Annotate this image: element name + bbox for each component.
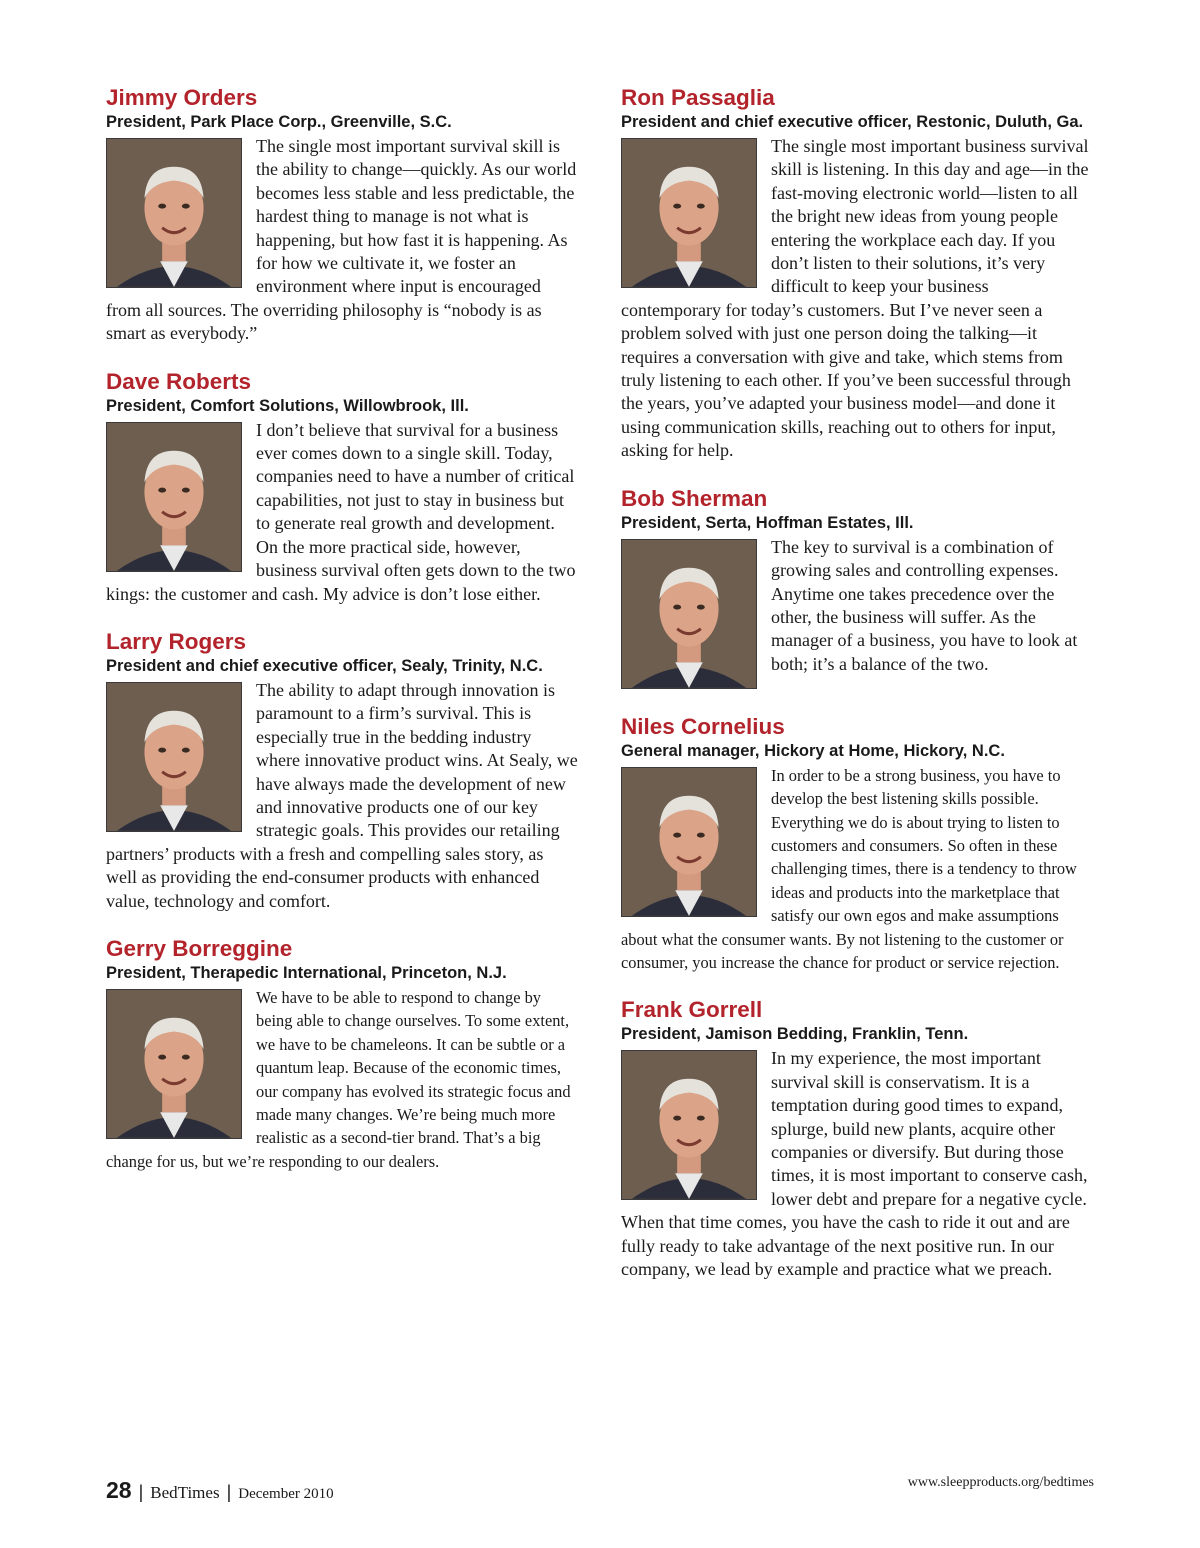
portrait-photo [106,989,242,1139]
portrait-image [107,423,241,571]
left-column [106,84,578,1195]
portrait-photo [621,138,757,288]
profile-name: Dave Roberts [106,368,252,394]
profile-name: Jimmy Orders [106,85,258,110]
profile-title: President, Therapedic International, Princeton, N.J. [106,963,507,982]
profile-quote: The single most important business survival skill is listening. In this day and age—in the fast-moving electronic world—listen to all the bright new ideas from young people entering the workplace each day. If you don’t listen to their solutions, it’s very difficult to keep your business contemporary for today’s customers. But I’ve never seen a problem solved with just one person doing the talking—it requires a conversation with give and take, which stems from truly listening to each other. If you’ve been successful through the years, you’ve adapted your business model—and done it using communication skills, reaching out to others for input, asking for help. [621,136,1089,461]
profile-title: General manager, Hickory at Home, Hickory, N.C. [621,741,1005,760]
profile-name: Bob Sherman [621,485,768,511]
profile-quote: I don’t believe that survival for a business ever comes down to a single skill. Today, companies need to have a number of critical capabilities, not just to stay in business but to generate real growth and development. On the more practical side, however, business survival often gets down to the two kings: the customer and cash. My advice is don’t lose either. [106,419,576,604]
footer-separator: | [226,1482,232,1502]
portrait-photo [106,682,242,832]
page-number: 28 [106,1477,132,1503]
magazine-name: BedTimes [150,1483,220,1502]
profile-name: Gerry Borreggine [106,935,293,961]
portrait-image [622,139,756,287]
portrait-image [107,683,241,831]
issue-date: December 2010 [238,1486,334,1502]
portrait-image [622,540,756,688]
profile-name: Niles Cornelius [621,713,785,739]
profile-title: President, Comfort Solutions, Willowbrook, Ill. [106,396,469,415]
profile-quote: The single most important survival skill is the ability to change—quickly. As our world becomes less stable and less predictable, the hardest thing to manage is not what is happening, but how fast it is happening. As for how we cultivate it, we foster an environment where input is encouraged from all sources. The overriding philosophy is “nobody is as smart as everybody.” [106,136,577,344]
profile-larry-rogers [106,628,578,913]
profile-title: President, Serta, Hoffman Estates, Ill. [621,513,914,532]
profile-quote: In my experience, the most important survival skill is conservatism. It is a temptation during good times to expand, splurge, build new plants, acquire other companies or diversify. But during those times, it is most important to conserve cash, lower debt and prepare for a negative cycle. When that time comes, you have the cash to ride it out and are fully ready to take advantage of the next positive run. In our company, we lead by example and practice what we preach. [621,1048,1088,1279]
portrait-image [107,139,241,287]
portrait-photo [621,767,757,917]
profile-niles-cornelius [621,713,1093,975]
portrait-photo [106,422,242,572]
profile-jimmy-orders [106,84,578,346]
profile-bob-sherman [621,485,1093,691]
profile-quote: In order to be a strong business, you have to develop the best listening skills possible. Everything we do is about trying to listen to customers and consumers. So often in these challenging times, there is a tendency to throw ideas and products into the marketplace that satisfy our own egos and make assumptions about what the consumer wants. By not listening to the customer or consumer, you increase the chance for product or service rejection. [621,765,1077,972]
profile-quote: The key to survival is a combination of growing sales and controlling expenses. Anytime one takes precedence over the other, the business will suffer. As the manager of a business, you have to look at both; it’s a balance of the two. [771,536,1078,674]
profile-quote: The ability to adapt through innovation is paramount to a firm’s survival. This is especially true in the bedding industry where innovative product wins. At Sealy, we have always made the development of new and innovative products one of our key strategic goals. This provides our retailing partners’ products with a fresh and compelling sales story, as well as providing the end-consumer products with enhanced value, technology and comfort. [106,679,578,911]
portrait-image [622,1051,756,1199]
footer-url[interactable]: www.sleepproducts.org/bedtimes [907,1475,1094,1490]
right-column [621,84,1093,1303]
portrait-photo [621,539,757,689]
profile-name: Ron Passaglia [621,85,775,110]
portrait-photo [621,1050,757,1200]
profile-title: President and chief executive officer, Sealy, Trinity, N.C. [106,656,543,675]
profile-quote: We have to be able to respond to change by being able to change ourselves. To some extent, we have to be chameleons. It can be subtle or a quantum leap. Because of the economic times, our company has evolved its strategic focus and made many changes. We’re being much more realistic as a second-tier brand. That’s a big change for us, but we’re responding to our dealers. [106,987,571,1171]
profile-title: President, Jamison Bedding, Franklin, Tenn. [621,1025,969,1044]
profile-gerry-borreggine [106,935,578,1173]
profile-title: President and chief executive officer, Restonic, Duluth, Ga. [621,113,1084,131]
portrait-image [622,768,756,916]
footer-separator: | [138,1482,144,1502]
profile-name: Frank Gorrell [621,997,763,1023]
portrait-photo [106,138,242,288]
profile-name: Larry Rogers [106,628,247,654]
profile-dave-roberts [106,368,578,606]
profile-title: President, Park Place Corp., Greenville, S.C. [106,113,452,131]
profile-ron-passaglia [621,84,1093,463]
profile-frank-gorrell [621,996,1093,1281]
portrait-image [107,990,241,1138]
page-footer [106,1477,334,1504]
